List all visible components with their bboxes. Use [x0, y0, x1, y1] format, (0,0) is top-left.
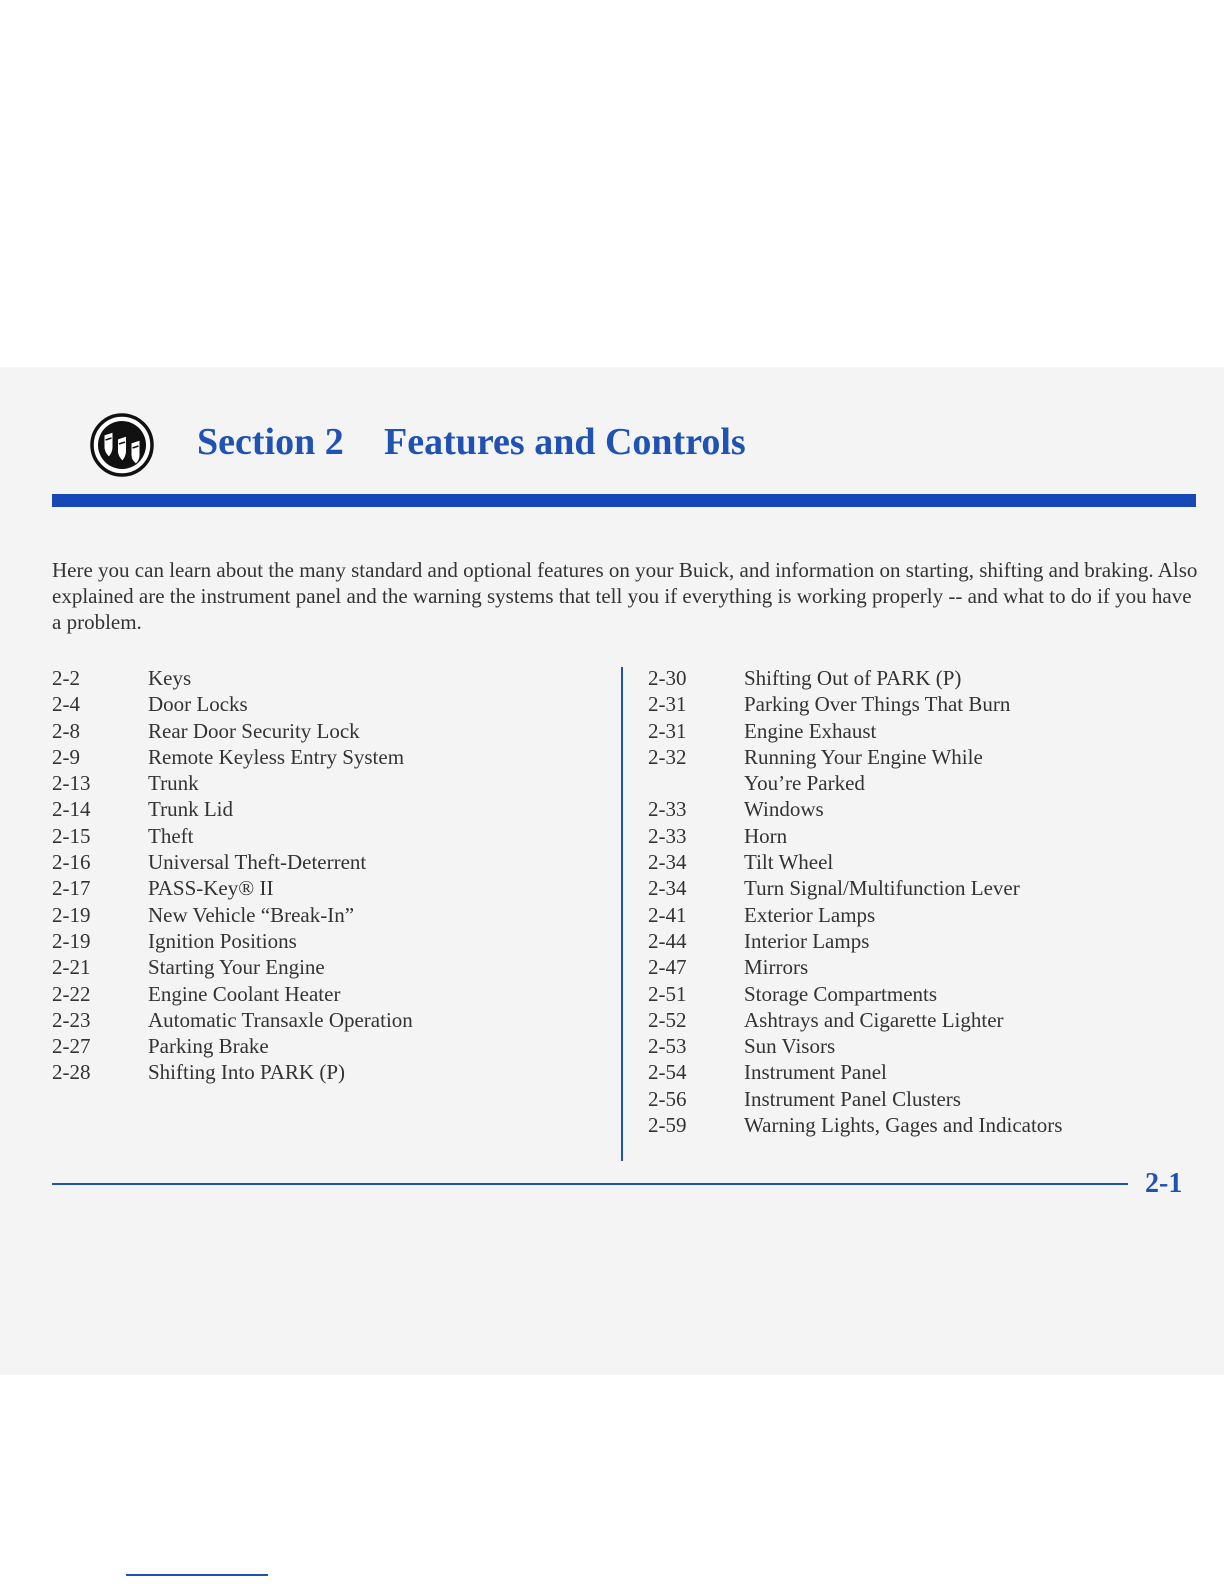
section-title-heading: Features and Controls: [384, 421, 746, 463]
toc-entry: [648, 875, 1168, 901]
header-divider-bar: [52, 494, 1196, 507]
section-number-heading: Section 2: [197, 421, 344, 463]
toc-entry: [648, 902, 1168, 928]
toc-entry: [52, 849, 592, 875]
toc-page-number: 2-8: [52, 718, 80, 743]
toc-entry: [648, 744, 1168, 797]
toc-entry-title: Warning Lights, Gages and Indicators: [744, 1113, 1063, 1138]
toc-entry-title: New Vehicle “Break-In”: [148, 902, 355, 927]
toc-entry: [52, 796, 592, 822]
toc-entry: [648, 1007, 1168, 1033]
toc-entry: [52, 691, 592, 717]
toc-entry: [648, 849, 1168, 875]
toc-page-number: 2-15: [52, 823, 91, 848]
toc-page-number: 2-19: [52, 902, 91, 927]
toc-entry-title: Turn Signal/Multifunction Lever: [744, 876, 1020, 901]
toc-page-number: 2-56: [648, 1086, 687, 1111]
toc-page-number: 2-54: [648, 1060, 687, 1085]
toc-entry: [52, 902, 592, 928]
toc-entry: [648, 954, 1168, 980]
buick-tri-shield-icon: [90, 413, 154, 477]
toc-entry-title: Parking Over Things That Burn: [744, 692, 1011, 717]
toc-entry-title: Ignition Positions: [148, 928, 297, 953]
column-divider: [621, 667, 623, 1161]
toc-entry-title: Door Locks: [148, 692, 248, 717]
toc-page-number: 2-21: [52, 955, 91, 980]
toc-page-number: 2-22: [52, 981, 91, 1006]
toc-entry: [52, 1007, 592, 1033]
page-number: 2-1: [1145, 1168, 1183, 1199]
toc-entry: [648, 823, 1168, 849]
toc-page-number: 2-47: [648, 955, 687, 980]
toc-entry-title: Shifting Into PARK (P): [148, 1060, 346, 1085]
toc-entry: [52, 954, 592, 980]
toc-entry: [648, 691, 1168, 717]
toc-entry-title: Instrument Panel: [744, 1060, 887, 1085]
toc-entry-title: Sun Visors: [744, 1034, 836, 1059]
toc-page-number: 2-19: [52, 928, 91, 953]
toc-entry: [52, 665, 592, 691]
toc-entry: [52, 875, 592, 901]
toc-entry-title: Engine Coolant Heater: [148, 981, 341, 1006]
toc-entry-title: Running Your Engine While You’re Parked: [744, 744, 983, 796]
toc-left-column: [52, 665, 592, 1086]
toc-entry-title: Windows: [744, 797, 824, 822]
toc-page-number: 2-53: [648, 1034, 687, 1059]
toc-entry: [52, 1033, 592, 1059]
toc-entry: [52, 823, 592, 849]
toc-entry-title: Storage Compartments: [744, 981, 938, 1006]
toc-entry: [52, 744, 592, 770]
intro-paragraph: Here you can learn about the many standard and optional features on your Buick, and information on starting, shifting and braking. Also explained are the instrument panel and the warning systems that tell you if everything is working properly -- and what to do if you have a problem.: [52, 558, 1198, 634]
toc-entry: [648, 1059, 1168, 1085]
toc-entry: [648, 796, 1168, 822]
toc-page-number: 2-33: [648, 823, 687, 848]
toc-entry: [648, 1033, 1168, 1059]
toc-right-column: [648, 665, 1168, 1138]
toc-entry-title: Trunk: [148, 771, 199, 796]
toc-entry-title: Parking Brake: [148, 1034, 269, 1059]
toc-entry: [648, 928, 1168, 954]
toc-entry-title: Interior Lamps: [744, 928, 870, 953]
toc-entry: [52, 1059, 592, 1085]
toc-entry-title: Exterior Lamps: [744, 902, 876, 927]
toc-entry-title: Automatic Transaxle Operation: [148, 1007, 413, 1032]
toc-page-number: 2-28: [52, 1060, 91, 1085]
toc-entry-title: Tilt Wheel: [744, 850, 834, 875]
toc-page-number: 2-13: [52, 771, 91, 796]
toc-page-number: 2-9: [52, 744, 80, 769]
toc-entry-title: Ashtrays and Cigarette Lighter: [744, 1007, 1004, 1032]
toc-page-number: 2-30: [648, 666, 687, 690]
toc-page-number: 2-51: [648, 981, 687, 1006]
toc-page-number: 2-27: [52, 1034, 91, 1059]
toc-page-number: 2-31: [648, 718, 687, 743]
toc-page-number: 2-44: [648, 928, 687, 953]
toc-entry-title: PASS-Key® II: [148, 876, 274, 901]
toc-entry-title: Instrument Panel Clusters: [744, 1086, 961, 1111]
toc-entry-title: Starting Your Engine: [148, 955, 325, 980]
toc-entry: [52, 981, 592, 1007]
toc-entry: [648, 718, 1168, 744]
toc-entry-title: Mirrors: [744, 955, 809, 980]
toc-page-number: 2-34: [648, 850, 687, 875]
toc-entry-title: Rear Door Security Lock: [148, 718, 360, 743]
toc-page-number: 2-34: [648, 876, 687, 901]
toc-entry: [648, 1086, 1168, 1112]
toc-entry-title: Keys: [148, 666, 192, 690]
toc-page-number: 2-2: [52, 666, 80, 690]
toc-page-number: 2-31: [648, 692, 687, 717]
toc-entry-title: Universal Theft-Deterrent: [148, 850, 367, 875]
toc-entry: [648, 981, 1168, 1007]
toc-entry: [52, 928, 592, 954]
toc-entry-title: Horn: [744, 823, 788, 848]
toc-entry: [52, 770, 592, 796]
toc-page-number: 2-4: [52, 692, 80, 717]
toc-entry-title: Remote Keyless Entry System: [148, 744, 405, 769]
toc-page-number: 2-23: [52, 1007, 91, 1032]
toc-entry: [52, 718, 592, 744]
toc-page-number: 2-33: [648, 797, 687, 822]
footer-rule: [52, 1183, 1128, 1185]
toc-page-number: 2-59: [648, 1113, 687, 1138]
toc-page-number: 2-52: [648, 1007, 687, 1032]
toc-entry-title: Trunk Lid: [148, 797, 233, 822]
bottom-rule: [126, 1574, 268, 1576]
toc-page-number: 2-16: [52, 850, 91, 875]
toc-entry: [648, 665, 1168, 691]
toc-entry-title: Theft: [148, 823, 194, 848]
toc-page-number: 2-17: [52, 876, 91, 901]
toc-page-number: 2-14: [52, 797, 91, 822]
toc-entry-title: Shifting Out of PARK (P): [744, 666, 962, 690]
toc-page-number: 2-32: [648, 744, 687, 769]
toc-entry-title: Engine Exhaust: [744, 718, 877, 743]
toc-entry: [648, 1112, 1168, 1138]
toc-page-number: 2-41: [648, 902, 687, 927]
